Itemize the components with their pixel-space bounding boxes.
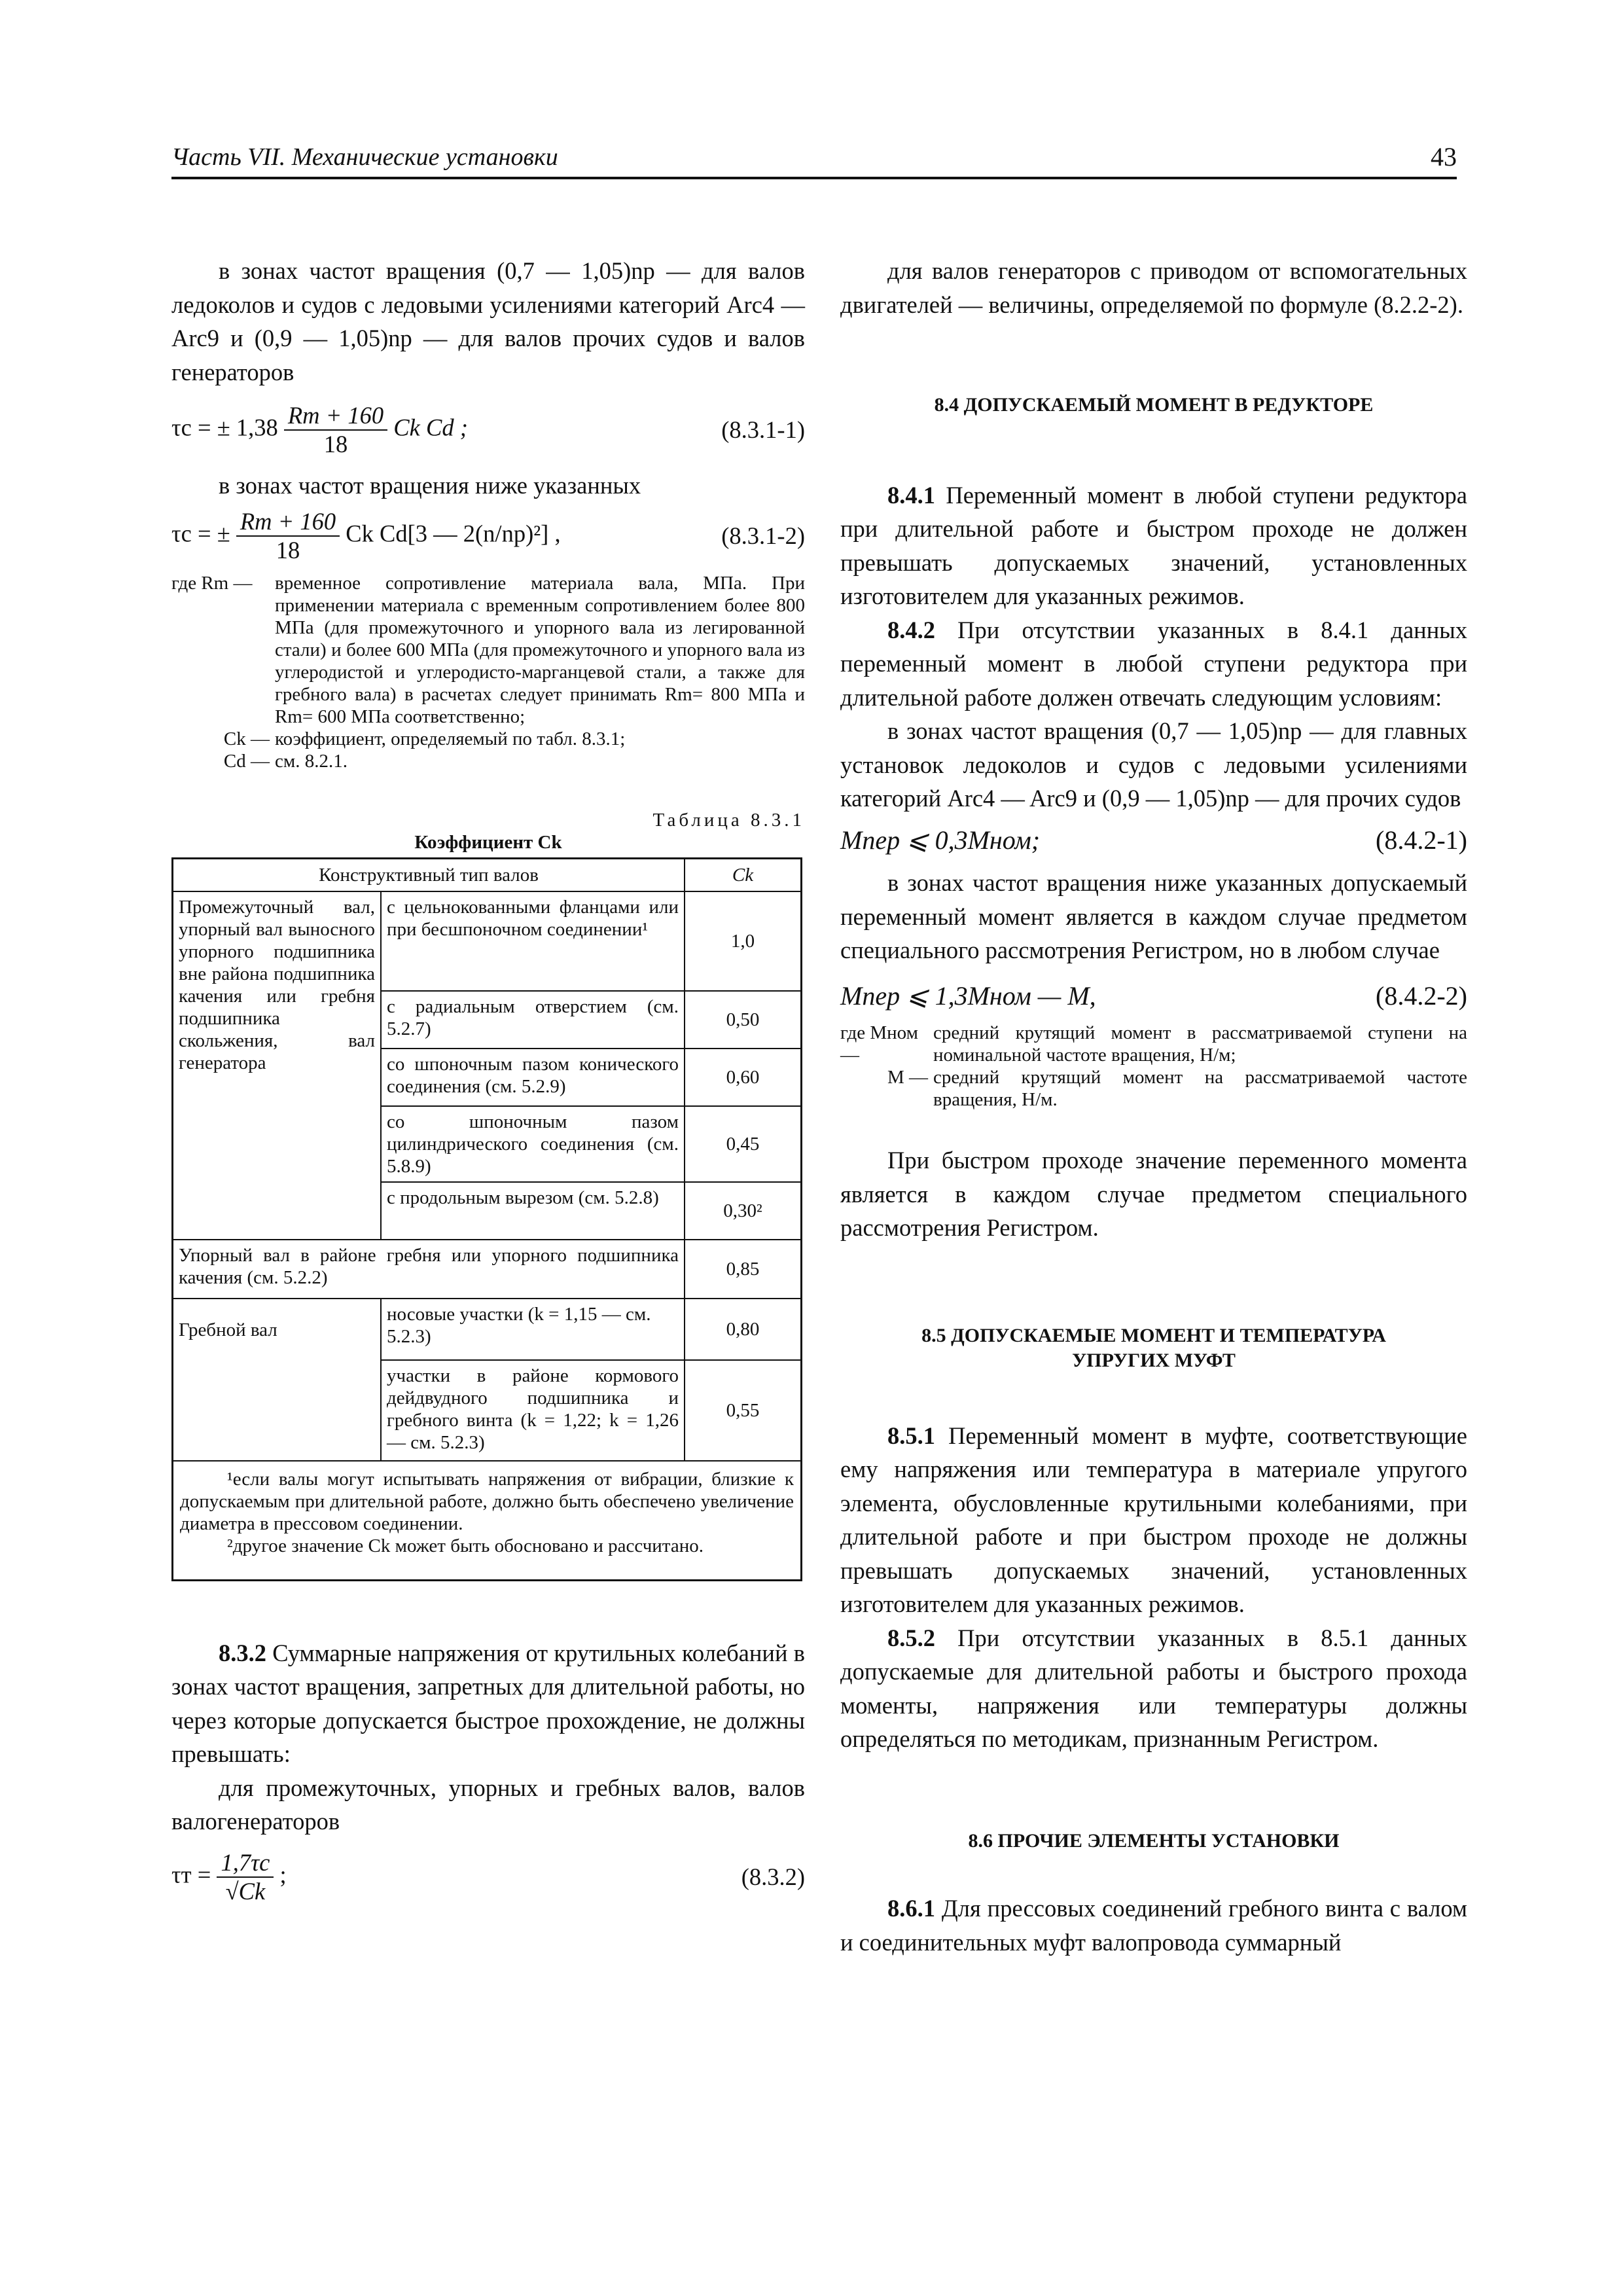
paragraph: для валов генераторов с приводом от вспомогательных двигателей — величины, определяемой по формуле (8.2.2-2). <box>840 257 1467 318</box>
paragraph: в зонах частот вращения (0,7 — 1,05)nр — для главных установок ледоколов и судов с ледовыми усилениями категорий Arc4 — Arc9 и (0,9 — 1,05)nр — для прочих судов <box>840 717 1467 812</box>
table-row: Гребной вал носовые участки (k = 1,15 — см. 5.2.3) 0,80 <box>173 1299 802 1360</box>
section-8-6-1: 8.6.1 Для прессовых соединений гребного винта с валом и соединительных муфт валопровода суммарный <box>840 1895 1467 1956</box>
formula-number: (8.4.2-1) <box>1376 825 1467 855</box>
paragraph: в зонах частот вращения (0,7 — 1,05)nр — для валов ледоколов и судов с ледовыми усилениями категорий Arc4 — Arc9 и (0,9 — 1,05)nр — для валов прочих судов и валов генераторов <box>171 257 805 386</box>
table-header-row: Конструктивный тип валов Ck <box>173 858 802 891</box>
section-8-5-2: 8.5.2 При отсутствии указанных в 8.5.1 данных допускаемые для длительной работы и быстрого прохода моменты, напряжения или температуры должны определяться по методикам, признанным Регистром. <box>840 1624 1467 1752</box>
right-column <box>840 254 1467 1959</box>
formula-number: (8.3.2) <box>741 1863 805 1890</box>
paragraph: в зонах частот вращения ниже указанных <box>219 472 641 499</box>
formula-number: (8.3.1-2) <box>721 522 805 549</box>
running-header-title: Часть VII. Механические установки <box>171 143 558 171</box>
formula-number: (8.4.2-2) <box>1376 980 1467 1011</box>
section-8-4-1: 8.4.1 Переменный момент в любой ступени редуктора при длительной работе и быстром проходе не должен превышать допускаемых значений, установленных изготовителем для указанных режимов. <box>840 481 1467 609</box>
where-list: где Mном — средний крутящий момент в рассматриваемой ступени на номинальной частоте вращения, Н/м; M — средний крутящий момент на рассматриваемой частоте вращения, Н/м. <box>840 1022 1467 1110</box>
paragraph: в зонах частот вращения ниже указанных допускаемый переменный момент является в каждом случае предметом специального рассмотрения Регистром, но в любом случае <box>840 869 1467 963</box>
table-title: Коэффициент Ck <box>414 831 562 853</box>
where-list: где Rm — временное сопротивление материала вала, МПа. При применении материала с временным сопротивлением более 800 МПа (для промежуточного и упорного вала из легированной стали) и более 600 МПа (для промежуточного и упорного вала из углеродистой и углеродисто-марганцевой стали, а также для гребного вала) в расчетах следует принимать Rm= 800 МПа и Rm= 600 МПа соответственно; Ck — коэффициент, определяемый по табл. 8.3.1; Cd — см. 8.2.1. <box>171 572 805 772</box>
table-row: с продольным вырезом (см. 5.2.8) 0,30² <box>173 1182 802 1240</box>
table-row: со шпоночным пазом цилиндрического соединения (см. 5.8.9) 0,45 <box>173 1106 802 1182</box>
left-column <box>171 254 805 1905</box>
section-heading-8-6: 8.6 ПРОЧИЕ ЭЛЕМЕНТЫ УСТАНОВКИ <box>968 1829 1340 1852</box>
formula-8-4-2-1: Mпер ⩽ 0,3Mном; (8.4.2-1) <box>840 823 1467 857</box>
table-footnotes: ¹если валы могут испытывать напряжения от вибрации, близкие к допускаемым при длительной работе, должно быть обеспечено увеличение диаметра в прессовом соединении. ²другое значение Ck может быть обосновано и рассчитано. <box>173 1461 802 1581</box>
section-heading-8-4: 8.4 ДОПУСКАЕМЫЙ МОМЕНТ В РЕДУКТОРЕ <box>934 394 1374 416</box>
table-label: Таблица 8.3.1 <box>652 809 805 831</box>
page-number: 43 <box>1431 142 1457 171</box>
paragraph: При быстром проходе значение переменного момента является в каждом случае предметом специального рассмотрения Регистром. <box>840 1147 1467 1241</box>
section-8-3-2: 8.3.2 Суммарные напряжения от крутильных колебаний в зонах частот вращения, запретных для длительной работы, но через которые допускается быстрое прохождение, не должны превышать: <box>171 1639 805 1767</box>
table-row: Промежуточный вал, упорный вал выносного упорного подшипника вне района подшипника качения или гребня подшипника скольжения, вал генератора с цельнокованными фланцами или при бесшпоночном соединении¹ 1,0 <box>173 891 802 991</box>
section-8-4-2: 8.4.2 При отсутствии указанных в 8.4.1 данных переменный момент в любой ступени редуктора при длительной работе должен отвечать следующим условиям: <box>840 616 1467 711</box>
formula-8-3-1-2: τс = ± $\frac{Rm + 160}{18}$ Ck Cd[3 — 2(n/nр)²] , (8.3.1-2) <box>171 507 805 564</box>
table-row: Упорный вал в районе гребня или упорного подшипника качения (см. 5.2.2) 0,85 <box>173 1240 802 1299</box>
section-8-5-1: 8.5.1 Переменный момент в муфте, соответствующие ему напряжения или температура в материале упругого элемента, обусловленные крутильными колебаниями, при длительной работе и при быстром проходе не должны превышать допускаемых значений, установленных изготовителем для указанных режимов. <box>840 1422 1468 1617</box>
formula-8-4-2-2: Mпер ⩽ 1,3Mном — M, (8.4.2-2) <box>840 979 1467 1013</box>
table-row: со шпоночным пазом конического соединения (см. 5.2.9) 0,60 <box>173 1049 802 1106</box>
coefficient-table <box>171 857 802 1581</box>
formula-8-3-2: τт = $\frac{1,7\tau с}{√Ck}$ ; (8.3.2) <box>171 1848 805 1905</box>
header-rule <box>171 177 1457 179</box>
table-row: участки в районе кормового дейдвудного подшипника и гребного винта (k = 1,22; k = 1,26 — см. 5.2.3) 0,55 <box>173 1360 802 1461</box>
table-row: с радиальным отверстием (см. 5.2.7) 0,50 <box>173 991 802 1049</box>
paragraph: для промежуточных, упорных и гребных валов, валов валогенераторов <box>171 1774 805 1835</box>
formula-8-3-1-1: τс = ± 1,38 $\frac{Rm + 160}{18}$ Ck Cd ; (8.3.1-1) <box>171 402 805 457</box>
section-heading-8-5: 8.5 ДОПУСКАЕМЫЕ МОМЕНТ И ТЕМПЕРАТУРА УПРУГИХ МУФТ <box>921 1324 1386 1371</box>
formula-number: (8.3.1-1) <box>721 416 805 444</box>
